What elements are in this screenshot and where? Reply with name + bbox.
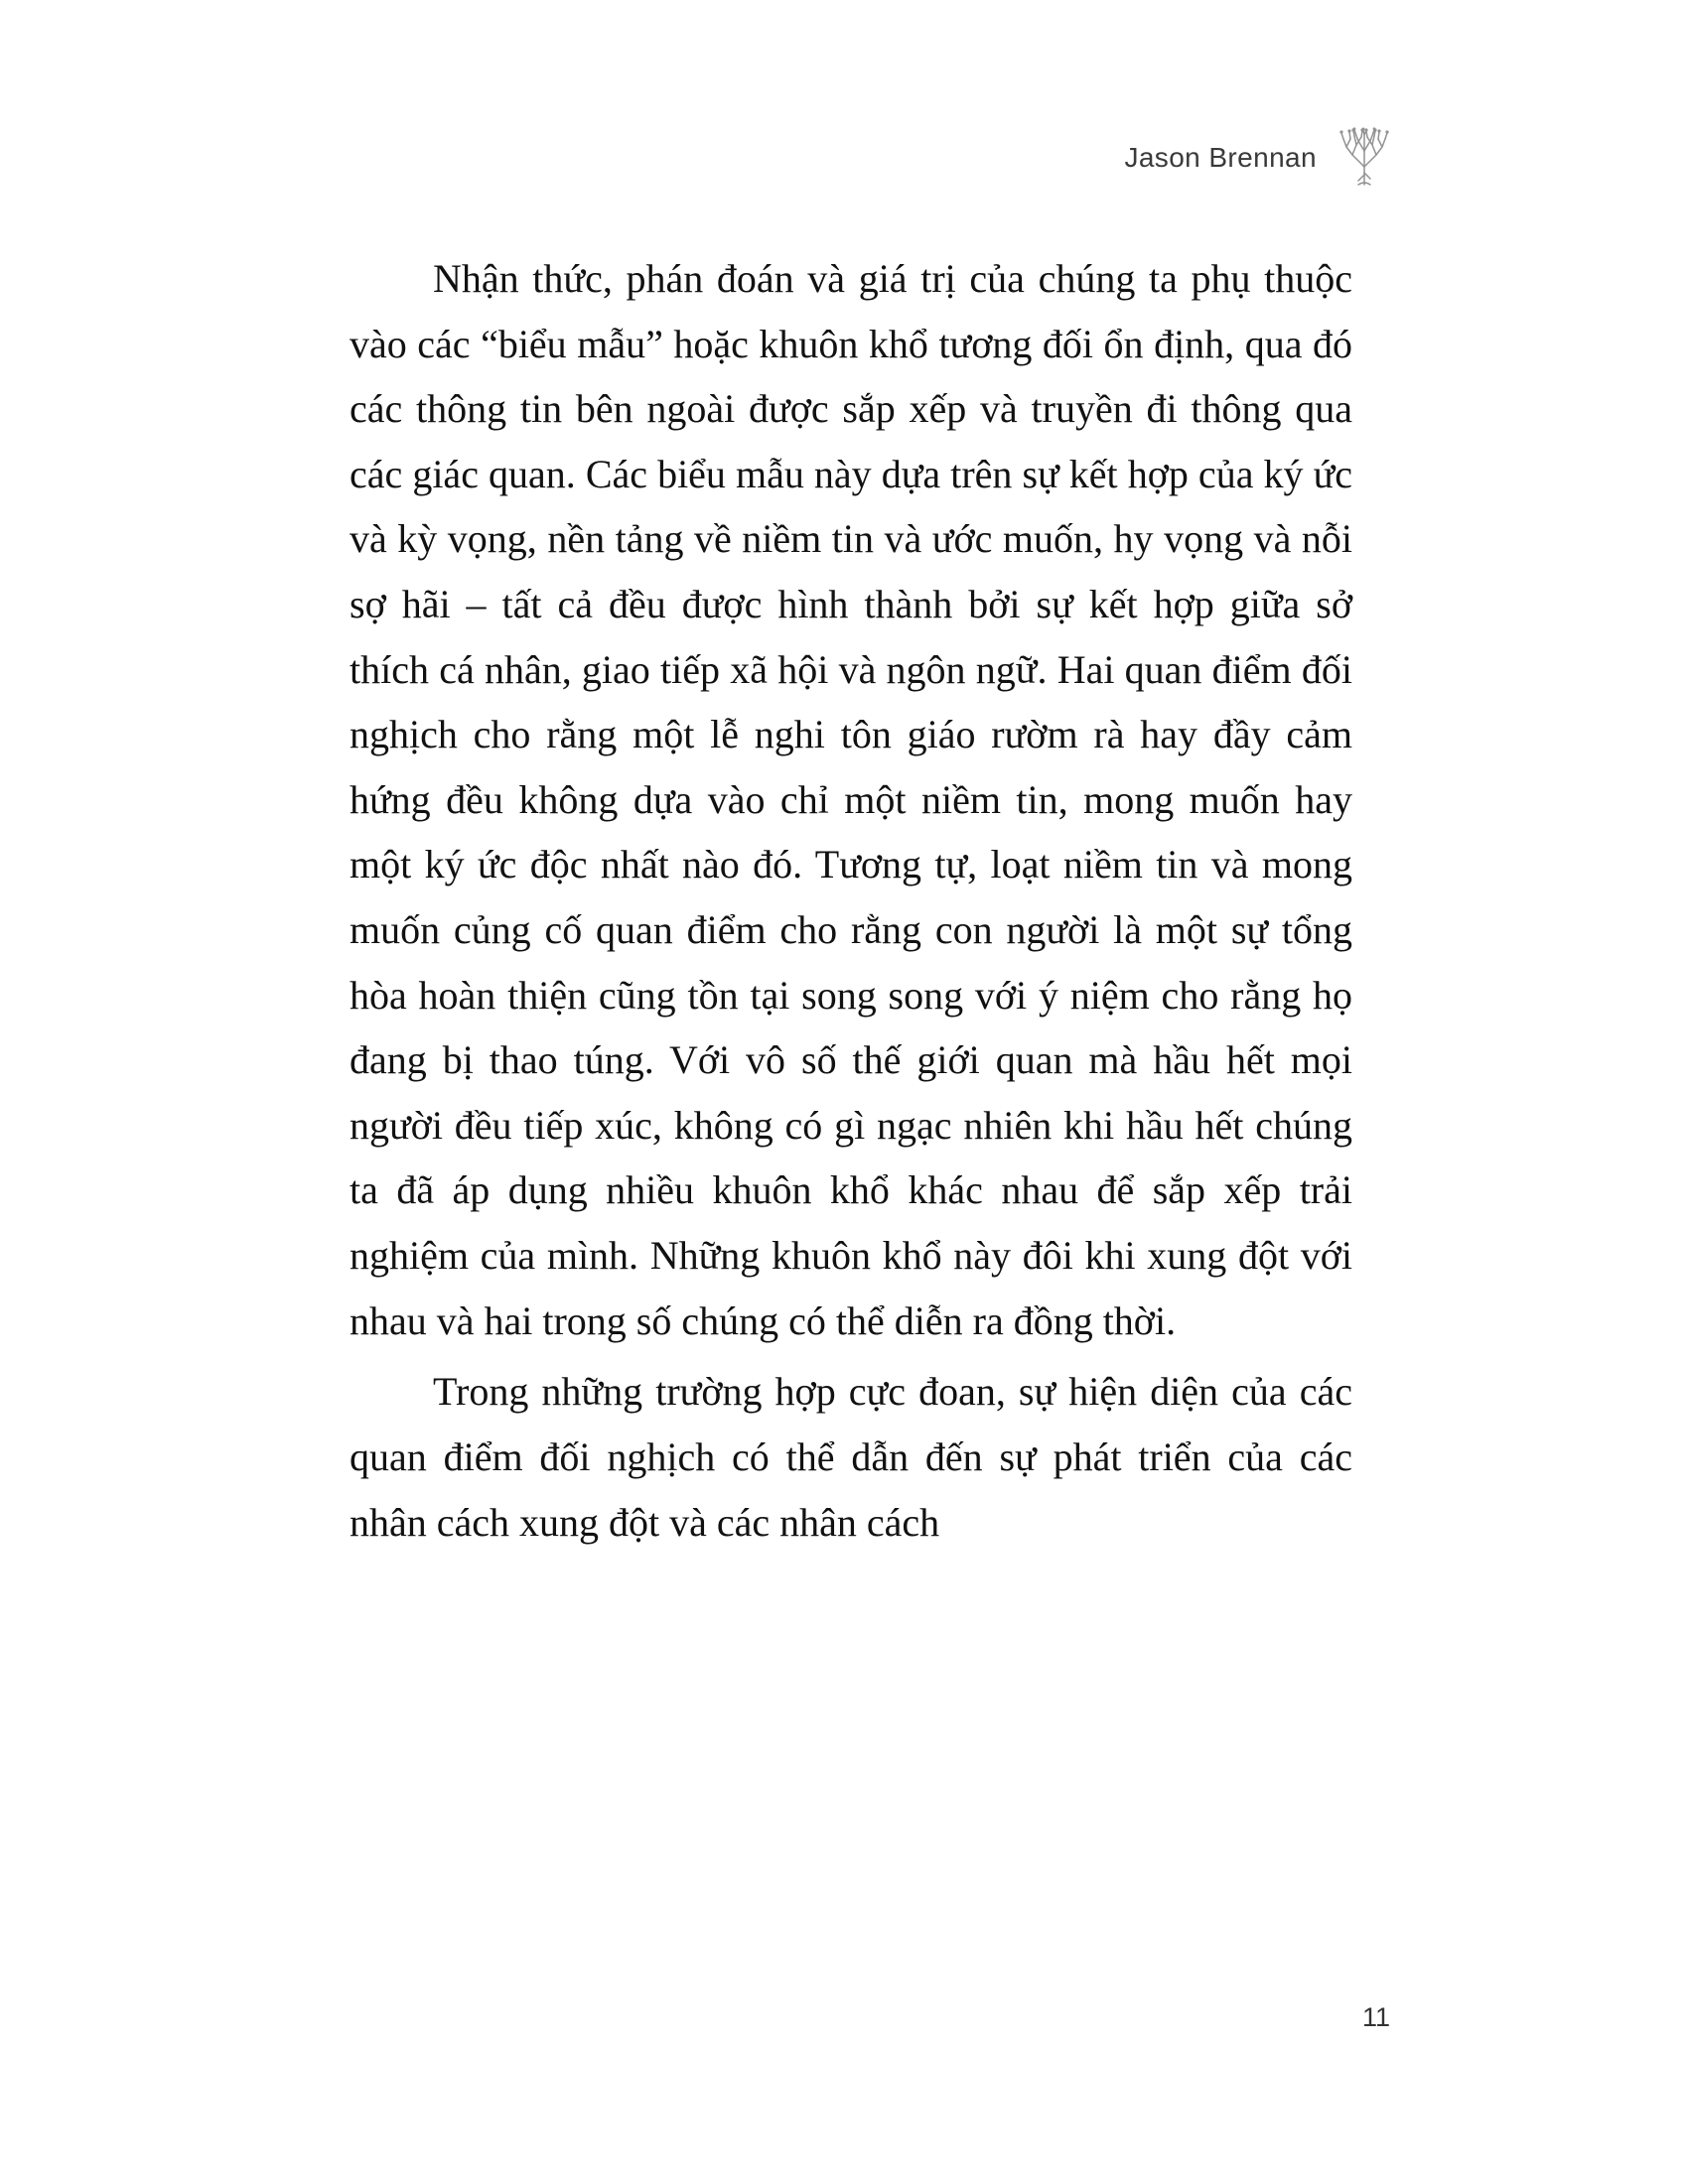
tree-ornament-icon bbox=[1338, 127, 1390, 189]
paragraph: Nhận thức, phán đoán và giá trị của chúng ta phụ thuộc vào các “biểu mẫu” hoặc khuôn khổ tương đối ổn định, qua đó các thông tin bên ngoài được sắp xếp và truyền đi thông qua các giác quan. Các biểu mẫu này dựa trên sự kết hợp của ký ức và kỳ vọng, nền tảng về niềm tin và ước muốn, hy vọng và nỗi sợ hãi – tất cả đều được hình thành bởi sự kết hợp giữa sở thích cá nhân, giao tiếp xã hội và ngôn ngữ. Hai quan điểm đối nghịch cho rằng một lễ nghi tôn giáo rườm rà hay đầy cảm hứng đều không dựa vào chỉ một niềm tin, mong muốn hay một ký ức độc nhất nào đó. Tương tự, loạt niềm tin và mong muốn củng cố quan điểm cho rằng con người là một sự tổng hòa hoàn thiện cũng tồn tại song song với ý niệm cho rằng họ đang bị thao túng. Với vô số thế giới quan mà hầu hết mọi người đều tiếp xúc, không có gì ngạc nhiên khi hầu hết chúng ta đã áp dụng nhiều khuôn khổ khác nhau để sắp xếp trải nghiệm của mình. Những khuôn khổ này đôi khi xung đột với nhau và hai trong số chúng có thể diễn ra đồng thời. bbox=[350, 256, 1352, 1343]
page-body bbox=[350, 246, 1352, 1555]
running-head-author: Jason Brennan bbox=[1124, 142, 1317, 173]
page-number: 11 bbox=[1361, 2002, 1390, 2032]
running-head bbox=[1124, 127, 1390, 189]
paragraph: Trong những trường hợp cực đoan, sự hiện diện của các quan điểm đối nghịch có thể dẫn đến sự phát triển của các nhân cách xung đột và các nhân cách bbox=[350, 1369, 1352, 1545]
